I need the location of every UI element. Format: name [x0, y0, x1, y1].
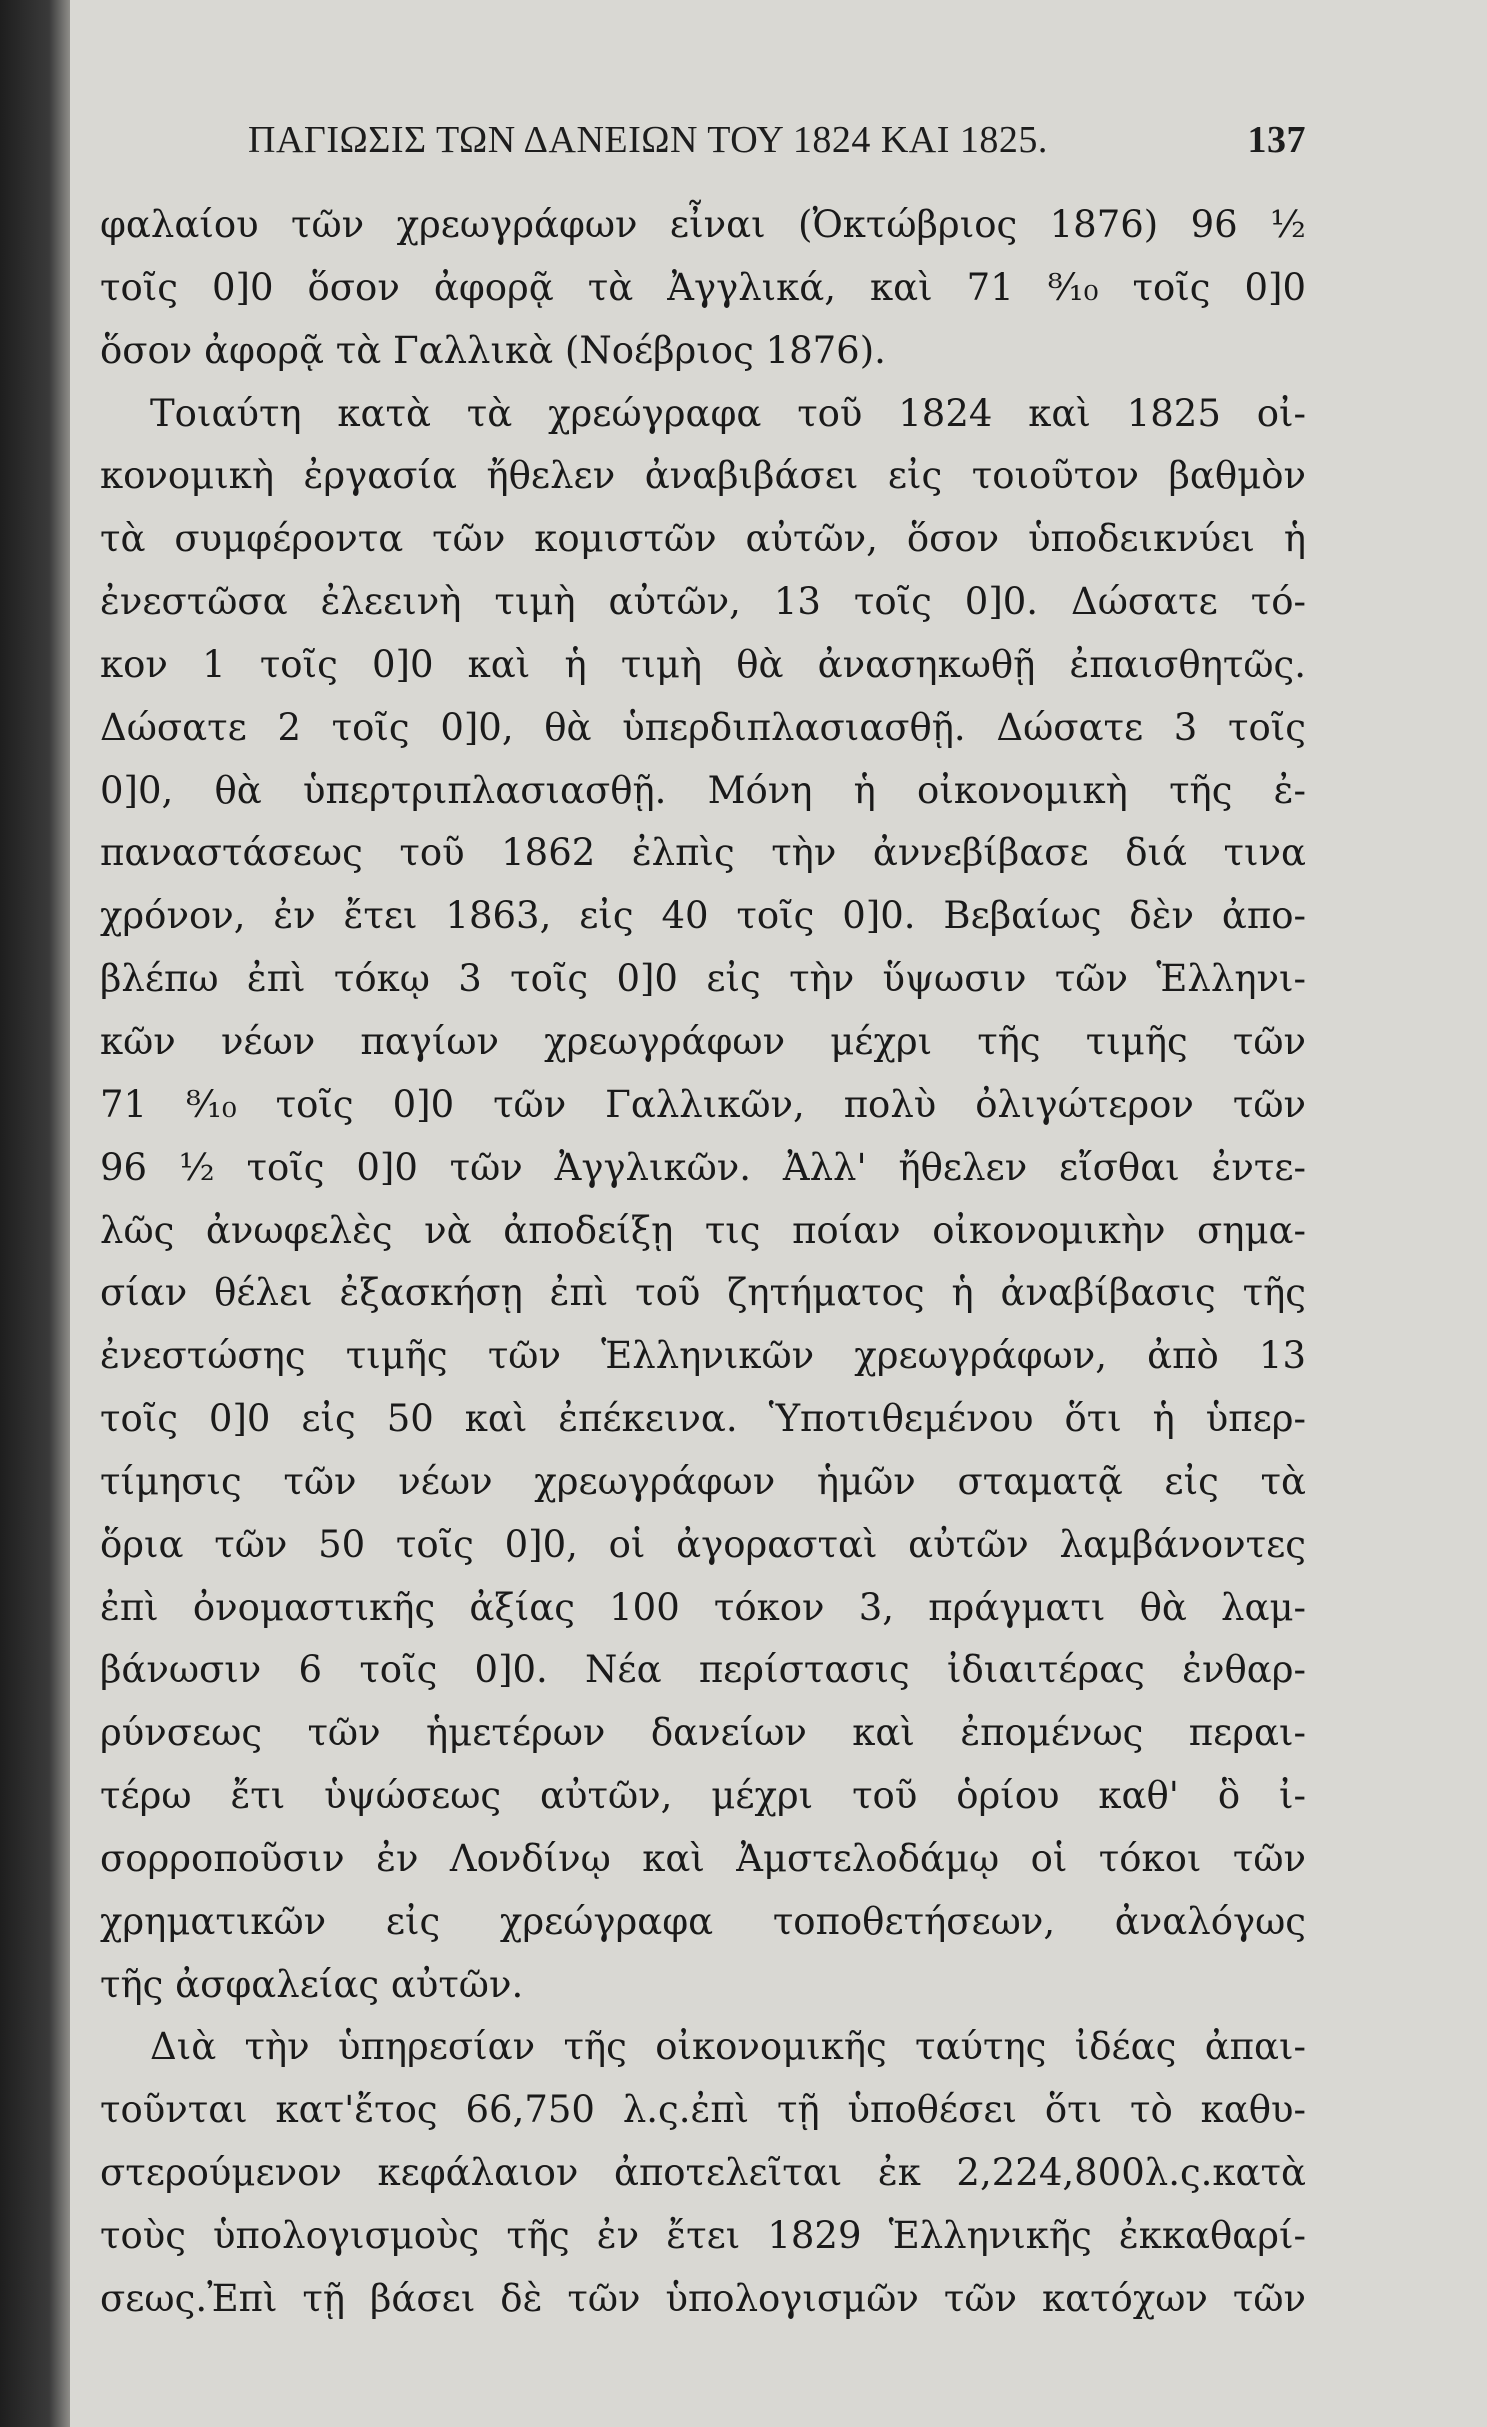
text-line: χρόνον, ἐν ἔτει 1863, εἰς 40 τοῖς 0]0. Βεβαίως δὲν ἀπο- [100, 894, 1306, 938]
text-line: 71 ⁸⁄₁₀ τοῖς 0]0 τῶν Γαλλικῶν, πολὺ ὀλιγώτερον τῶν [100, 1082, 1306, 1126]
text-line: παναστάσεως τοῦ 1862 ἐλπὶς τὴν ἀννεβίβασε διά τινα [100, 831, 1306, 875]
text-line: χρηματικῶν εἰς χρεώγραφα τοποθετήσεων, ἀναλόγως [100, 1899, 1306, 1943]
text-line: τοὺς ὑπολογισμοὺς τῆς ἐν ἔτει 1829 Ἑλληνικῆς ἐκκαθαρί- [100, 2214, 1306, 2257]
text-line: ἐπὶ ὀνομαστικῆς ἀξίας 100 τόκον 3, πράγματι θὰ λαμ- [100, 1585, 1306, 1629]
text-line: βάνωσιν 6 τοῖς 0]0. Νέα περίστασις ἰδιαιτέρας ἐνθαρ- [100, 1648, 1306, 1692]
body-text [100, 194, 1306, 2331]
text-line: λῶς ἀνωφελὲς νὰ ἀποδείξῃ τις ποίαν οἰκονομικὴν σημα- [100, 1208, 1306, 1252]
text-line: τίμησις τῶν νέων χρεωγράφων ἡμῶν σταματᾷ εἰς τὰ [100, 1459, 1306, 1503]
text-line: ὅρια τῶν 50 τοῖς 0]0, οἱ ἀγορασταὶ αὐτῶν λαμβάνοντες [100, 1522, 1306, 1566]
text-line: τῆς ἀσφαλείας αὐτῶν. [100, 1962, 524, 2006]
text-line: ἐνεστώσης τιμῆς τῶν Ἑλληνικῶν χρεωγράφων, ἀπὸ 13 [100, 1334, 1306, 1378]
text-line: 96 ½ τοῖς 0]0 τῶν Ἀγγλικῶν. Ἀλλ' ἤθελεν εἴσθαι ἐντε- [100, 1145, 1306, 1189]
text-line: τὰ συμφέροντα τῶν κομιστῶν αὐτῶν, ὅσον ὑποδεικνύει ἡ [100, 517, 1306, 561]
text-line: κον 1 τοῖς 0]0 καὶ ἡ τιμὴ θὰ ἀνασηκωθῇ ἐπαισθητῶς. [100, 642, 1306, 686]
text-line: ὅσον ἀφορᾷ τὰ Γαλλικὰ (Νοέβριος 1876). [100, 328, 886, 372]
text-line: σεως.Ἐπὶ τῇ βάσει δὲ τῶν ὑπολογισμῶν τῶν κατόχων τῶν [100, 2276, 1306, 2320]
text-line: Τοιαύτη κατὰ τὰ χρεώγραφα τοῦ 1824 καὶ 1825 οἰ- [150, 391, 1306, 435]
book-gutter [0, 0, 70, 2427]
text-line: Διὰ τὴν ὑπηρεσίαν τῆς οἰκονομικῆς ταύτης ἰδέας ἀπαι- [150, 2025, 1306, 2069]
text-line: κονομικὴ ἐργασία ἤθελεν ἀναβιβάσει εἰς τοιοῦτον βαθμὸν [100, 454, 1306, 498]
text-line: φαλαίου τῶν χρεωγράφων εἶναι (Ὀκτώβριος 1876) 96 ½ [100, 203, 1306, 246]
page-number: 137 [1247, 119, 1306, 161]
text-line: τοῖς 0]0 ὅσον ἀφορᾷ τὰ Ἀγγλικά, καὶ 71 ⁸⁄₁₀ τοῖς 0]0 [100, 265, 1306, 309]
text-line: σίαν θέλει ἐξασκήσῃ ἐπὶ τοῦ ζητήματος ἡ ἀναβίβασις τῆς [100, 1271, 1306, 1315]
text-line: σορροποῦσιν ἐν Λονδίνῳ καὶ Ἀμστελοδάμῳ οἱ τόκοι τῶν [100, 1836, 1306, 1880]
text-line: 0]0, θὰ ὑπερτριπλασιασθῇ. Μόνη ἡ οἰκονομικὴ τῆς ἐ- [100, 768, 1306, 812]
text-line: τοῦνται κατ'ἔτος 66,750 λ.ς.ἐπὶ τῇ ὑποθέσει ὅτι τὸ καθυ- [100, 2088, 1306, 2132]
text-line: στερούμενον κεφάλαιον ἀποτελεῖται ἐκ 2,224,800λ.ς.κατὰ [100, 2151, 1306, 2195]
text-line: τέρω ἔτι ὑψώσεως αὐτῶν, μέχρι τοῦ ὁρίου καθ' ὃ ἰ- [100, 1774, 1306, 1818]
text-line: ρύνσεως τῶν ἡμετέρων δανείων καὶ ἐπομένως περαι- [100, 1711, 1306, 1755]
text-line: Δώσατε 2 τοῖς 0]0, θὰ ὑπερδιπλασιασθῇ. Δώσατε 3 τοῖς [100, 705, 1306, 749]
running-title: ΠΑΓΙΩΣΙΣ ΤΩΝ ΔΑΝΕΙΩΝ ΤΟΥ 1824 ΚΑΙ 1825. [248, 119, 1048, 161]
text-line: κῶν νέων παγίων χρεωγράφων μέχρι τῆς τιμῆς τῶν [100, 1019, 1306, 1063]
text-line: ἐνεστῶσα ἐλεεινὴ τιμὴ αὐτῶν, 13 τοῖς 0]0. Δώσατε τό- [100, 580, 1306, 624]
text-line: βλέπω ἐπὶ τόκῳ 3 τοῖς 0]0 εἰς τὴν ὕψωσιν τῶν Ἑλληνι- [100, 957, 1306, 1001]
text-line: τοῖς 0]0 εἰς 50 καὶ ἐπέκεινα. Ὑποτιθεμένου ὅτι ἡ ὑπερ- [100, 1397, 1306, 1441]
